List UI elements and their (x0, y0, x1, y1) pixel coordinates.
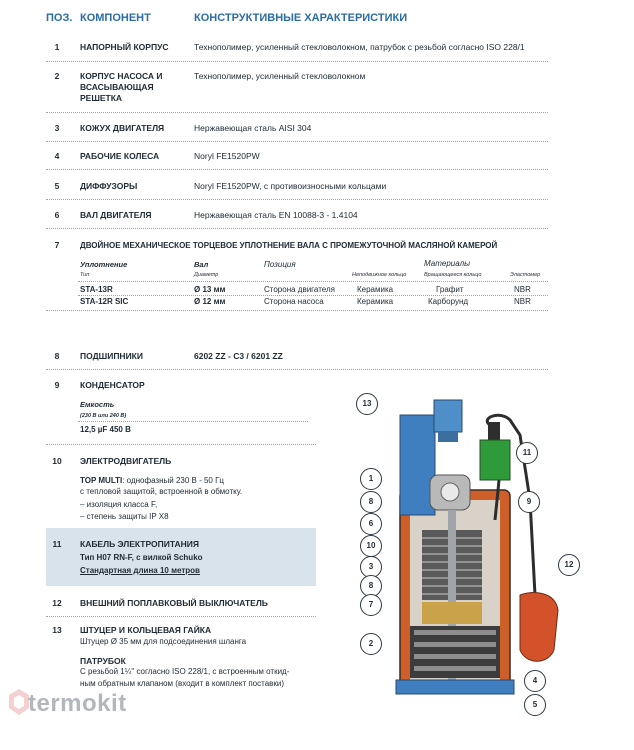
callout-6: 6 (360, 513, 382, 535)
seal-r1-fixed: Керамика (357, 285, 394, 294)
seal-h-position: Позиция (264, 260, 296, 269)
callout-8b: 8 (360, 575, 382, 597)
cable-pos: 11 (52, 539, 62, 549)
capacitor-pos: 9 (54, 380, 60, 390)
capacitor-label: Емкость (80, 400, 115, 409)
separator (46, 310, 548, 311)
row-1-pos: 1 (54, 42, 60, 52)
row-4-name: РАБОЧИЕ КОЛЕСА (80, 151, 160, 161)
callout-5: 5 (524, 694, 546, 716)
separator (46, 369, 548, 370)
seal-h-shaft: Вал (194, 260, 209, 269)
row-4-desc: Noryl FE1520PW (194, 151, 260, 161)
motor-line-2: с тепловой защитой, встроенной в обмотку. (80, 487, 243, 496)
separator (46, 112, 548, 113)
bearings-name: ПОДШИПНИКИ (80, 351, 143, 361)
seal-r2-rot: Карборунд (428, 297, 469, 306)
seal-r1-diam: Ø 13 мм (194, 285, 226, 294)
separator (46, 141, 548, 142)
callout-1: 1 (360, 468, 382, 490)
cable-line-1: Тип H07 RN-F, с вилкой Schuko (80, 553, 203, 562)
capacitor-value: 12,5 µF 450 В (80, 425, 131, 434)
termokit-logo-icon (8, 688, 30, 716)
bearings-pos: 8 (54, 351, 60, 361)
row-2-pos: 2 (54, 71, 60, 81)
callout-12: 12 (558, 554, 580, 576)
fitting-line-1: Штуцер Ø 35 мм для подсоединения шланга (80, 637, 247, 646)
float-name: ВНЕШНИЙ ПОПЛАВКОВЫЙ ВЫКЛЮЧАТЕЛЬ (80, 598, 268, 608)
seal-pos: 7 (54, 240, 60, 250)
motor-line-3: – изоляция класса F, (80, 500, 158, 509)
motor-line-4: – степень защиты IP X8 (80, 512, 169, 521)
seal-h-type: Тип (80, 272, 90, 278)
callout-9: 9 (518, 491, 540, 513)
capacitor-note: (230 В или 240 В) (80, 413, 127, 419)
seal-r1-rot: Графит (436, 285, 464, 294)
capacitor-name: КОНДЕНСАТОР (80, 380, 145, 390)
separator (46, 199, 548, 200)
seal-h-fixed: Неподвижное кольцо (352, 272, 407, 278)
seal-h-elast: Эластомер (510, 272, 541, 278)
row-4-pos: 4 (54, 151, 60, 161)
seal-h-diam: Диаметр (194, 272, 219, 278)
fitting-sub: ПАТРУБОК (80, 656, 126, 666)
row-6-name: ВАЛ ДВИГАТЕЛЯ (80, 210, 152, 220)
callout-8: 8 (360, 491, 382, 513)
seal-r1-type: STA-13R (80, 285, 113, 294)
motor-line-1 (80, 476, 224, 485)
row-3-name: КОЖУХ ДВИГАТЕЛЯ (80, 123, 165, 133)
header-component: КОМПОНЕНТ (80, 12, 151, 24)
separator (46, 169, 548, 170)
seal-r2-diam: Ø 12 мм (194, 297, 226, 306)
float-pos: 12 (52, 598, 62, 608)
row-2-name-1: КОРПУС НАСОСА И (80, 71, 163, 81)
header-characteristics: КОНСТРУКТИВНЫЕ ХАРАКТЕРИСТИКИ (194, 12, 408, 24)
separator (46, 616, 316, 617)
callout-4: 4 (524, 670, 546, 692)
row-6-pos: 6 (54, 210, 60, 220)
termokit-logo-text: termokit (28, 690, 127, 717)
fitting-line-3: ным обратным клапаном (входит в комплект поставки) (80, 679, 285, 688)
motor-supply: : однофазный 230 В - 50 Гц (122, 476, 225, 485)
seal-r1-position: Сторона двигателя (264, 285, 335, 294)
separator (46, 444, 316, 445)
row-1-name: НАПОРНЫЙ КОРПУС (80, 42, 169, 52)
cable-line-2: Стандартная длина 10 метров (80, 566, 200, 575)
row-2-name-3: РЕШЕТКА (80, 93, 123, 103)
separator (46, 228, 548, 229)
bearings-value: 6202 ZZ - C3 / 6201 ZZ (194, 351, 283, 361)
separator (78, 421, 308, 422)
seal-h-materials: Материалы (424, 259, 470, 268)
row-2-desc: Технополимер, усиленный стекловолокном (194, 71, 366, 81)
seal-r2-elast: NBR (514, 297, 531, 306)
separator (46, 61, 548, 62)
fitting-pos: 13 (52, 625, 62, 635)
callout-3: 3 (360, 556, 382, 578)
seal-r1-elast: NBR (514, 285, 531, 294)
row-1-desc: Технополимер, усиленный стекловолокном, патрубок с резьбой согласно ISO 228/1 (194, 42, 525, 52)
motor-pos: 10 (52, 456, 62, 466)
callout-10: 10 (360, 535, 382, 557)
row-2-name-2: ВСАСЫВАЮЩАЯ (80, 82, 154, 92)
motor-model: TOP MULTI (80, 476, 123, 485)
separator (78, 295, 548, 296)
row-6-desc: Нержавеющая сталь EN 10088-3 - 1.4104 (194, 210, 358, 220)
row-5-pos: 5 (54, 181, 60, 191)
callout-13: 13 (356, 393, 378, 415)
motor-name: ЭЛЕКТРОДВИГАТЕЛЬ (80, 456, 172, 466)
cable-name: КАБЕЛЬ ЭЛЕКТРОПИТАНИЯ (80, 539, 200, 549)
callout-7: 7 (360, 594, 382, 616)
header-pos: ПОЗ. (46, 12, 73, 24)
row-3-pos: 3 (54, 123, 60, 133)
callout-11: 11 (516, 442, 538, 464)
seal-h-seal: Уплотнение (80, 260, 128, 269)
row-5-name: ДИФФУЗОРЫ (80, 181, 138, 191)
fitting-line-2: С резьбой 1¼" согласно ISO 228/1, с встроенным откид- (80, 667, 290, 676)
separator (78, 281, 548, 282)
row-3-desc: Нержавеющая сталь AISI 304 (194, 123, 312, 133)
seal-title: ДВОЙНОЕ МЕХАНИЧЕСКОЕ ТОРЦЕВОЕ УПЛОТНЕНИЕ ВАЛА С ПРОМЕЖУТОЧНОЙ МАСЛЯНОЙ КАМЕРОЙ (80, 241, 498, 250)
seal-r2-fixed: Керамика (357, 297, 394, 306)
callout-2: 2 (360, 633, 382, 655)
seal-h-rot: Вращающееся кольцо (424, 272, 482, 278)
row-5-desc: Noryl FE1520PW, с противоизносными кольцами (194, 181, 387, 191)
fitting-name: ШТУЦЕР И КОЛЬЦЕВАЯ ГАЙКА (80, 625, 212, 635)
seal-r2-type: STA-12R SIC (80, 297, 129, 306)
seal-r2-position: Сторона насоса (264, 297, 324, 306)
